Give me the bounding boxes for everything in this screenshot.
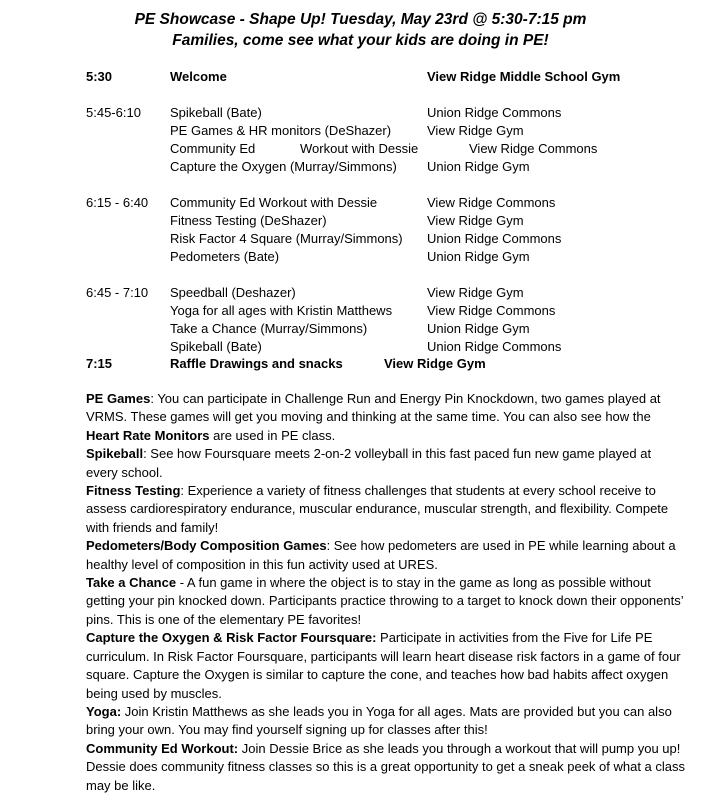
schedule-activity: Capture the Oxygen (Murray/Simmons) bbox=[170, 159, 397, 174]
description-label: Take a Chance bbox=[86, 575, 177, 591]
schedule-location: View Ridge Gym bbox=[427, 123, 524, 138]
description-take-a-chance: Take a Chance - A fun game in where the object is to stay in the game as long as possible without getting your pin knocked down. Participants practice throwing to a target to knock down their opponents’ pins. This is one of the elementary PE favorites! bbox=[86, 575, 684, 627]
schedule-activity: Spikeball (Bate) bbox=[170, 339, 262, 354]
description-label: Yoga: bbox=[86, 703, 122, 719]
schedule-row bbox=[0, 338, 721, 356]
schedule-time: 7:15 bbox=[86, 356, 113, 371]
schedule-location: Union Ridge Gym bbox=[427, 249, 530, 264]
schedule-location: View Ridge Commons bbox=[427, 195, 556, 210]
description-community-ed: Community Ed Workout: Join Dessie Brice as she leads you through a workout that will pump you up! Dessie does community fitness classes so this is a great opportunity to get a sneak peek of what a class may be like. bbox=[86, 740, 686, 793]
schedule-activity: Risk Factor 4 Square (Murray/Simmons) bbox=[170, 231, 403, 246]
schedule-location: Union Ridge Gym bbox=[427, 159, 530, 174]
schedule-location: Union Ridge Commons bbox=[427, 105, 562, 120]
schedule-row-closing bbox=[0, 355, 721, 373]
schedule-activity: Community Ed bbox=[170, 141, 256, 156]
schedule-row bbox=[0, 230, 721, 248]
schedule-row bbox=[0, 248, 721, 266]
description-label: Spikeball bbox=[86, 446, 144, 462]
description-label: Fitness Testing bbox=[86, 483, 181, 499]
description-spikeball: Spikeball: See how Foursquare meets 2-on-2 volleyball in this fast paced fun new game played at every school. bbox=[86, 446, 652, 480]
schedule-time: 6:45 - 7:10 bbox=[86, 285, 149, 300]
schedule-row-welcome bbox=[0, 68, 721, 86]
schedule-location: Union Ridge Commons bbox=[427, 231, 562, 246]
description-pe-games: PE Games: You can participate in Challenge Run and Energy Pin Knockdown, two games played at VRMS. These games will get you moving and thinking at the same time. You can also see how the Heart Rate Monitors are used in PE class. bbox=[86, 391, 661, 443]
schedule-location: View Ridge Gym bbox=[384, 356, 486, 371]
description-capture-oxygen: Capture the Oxygen & Risk Factor Foursquare: Participate in activities from the Five for Life PE curriculum. In Risk Factor Foursquare, participants will learn heart disease risk factors in a game of four square. Capture the Oxygen is similar to capture the cone, and teaches how bad habits affect oxygen being used by muscles. bbox=[86, 630, 681, 701]
schedule-row bbox=[0, 302, 721, 320]
description-fitness-testing: Fitness Testing: Experience a variety of fitness challenges that students at every school receive to assess cardiorespiratory endurance, muscular endurance, muscular strength, and flexibility. Compete with friends and family! bbox=[86, 483, 669, 535]
schedule-time: 5:45-6:10 bbox=[86, 105, 141, 120]
schedule-row bbox=[0, 320, 721, 338]
schedule-location: Union Ridge Gym bbox=[427, 321, 530, 336]
flyer-subtitle: Families, come see what your kids are doing in PE! bbox=[172, 32, 549, 49]
schedule-activity: PE Games & HR monitors (DeShazer) bbox=[170, 123, 392, 138]
schedule-row bbox=[0, 158, 721, 176]
schedule-activity: Welcome bbox=[170, 69, 227, 84]
schedule-location: View Ridge Commons bbox=[469, 141, 598, 156]
schedule-activity: Community Ed Workout with Dessie bbox=[170, 195, 378, 210]
schedule-time: 5:30 bbox=[86, 69, 113, 84]
description-pedometers: Pedometers/Body Composition Games: See how pedometers are used in PE while learning about a healthy level of composition in this fun activity used at URES. bbox=[86, 538, 676, 572]
schedule-activity: Speedball (Deshazer) bbox=[170, 285, 296, 300]
description-highlight: Heart Rate Monitors bbox=[86, 427, 210, 443]
schedule-row bbox=[0, 122, 721, 140]
schedule-row bbox=[0, 104, 721, 122]
schedule-row bbox=[0, 194, 721, 212]
schedule-activity: Pedometers (Bate) bbox=[170, 249, 280, 264]
schedule-activity-extra: Workout with Dessie bbox=[300, 141, 419, 156]
description-label: PE Games bbox=[86, 391, 151, 406]
schedule-activity: Raffle Drawings and snacks bbox=[170, 356, 343, 371]
schedule-location: View Ridge Middle School Gym bbox=[427, 69, 621, 84]
schedule-activity: Fitness Testing (DeShazer) bbox=[170, 213, 327, 228]
schedule-location: View Ridge Gym bbox=[427, 285, 524, 300]
flyer-title: PE Showcase - Shape Up! Tuesday, May 23rd @ 5:30-7:15 pm bbox=[134, 11, 587, 28]
schedule-row bbox=[0, 284, 721, 302]
description-label: Pedometers/Body Composition Games bbox=[86, 538, 327, 554]
schedule-row bbox=[0, 212, 721, 230]
schedule-activity: Yoga for all ages with Kristin Matthews bbox=[170, 303, 393, 318]
schedule-location: Union Ridge Commons bbox=[427, 339, 562, 354]
schedule-location: View Ridge Commons bbox=[427, 303, 556, 318]
description-yoga: Yoga: Join Kristin Matthews as she leads you in Yoga for all ages. Mats are provided but you can also bring your own. You may find yourself signing up for classes after this! bbox=[86, 703, 672, 738]
schedule-location: View Ridge Gym bbox=[427, 213, 524, 228]
schedule-activity: Take a Chance (Murray/Simmons) bbox=[170, 321, 368, 336]
activity-descriptions bbox=[86, 390, 686, 795]
schedule-time: 6:15 - 6:40 bbox=[86, 195, 149, 210]
description-label: Capture the Oxygen & Risk Factor Foursquare: bbox=[86, 630, 377, 646]
schedule-activity: Spikeball (Bate) bbox=[170, 105, 262, 120]
description-label: Community Ed Workout: bbox=[86, 740, 239, 756]
schedule-row bbox=[0, 140, 721, 158]
